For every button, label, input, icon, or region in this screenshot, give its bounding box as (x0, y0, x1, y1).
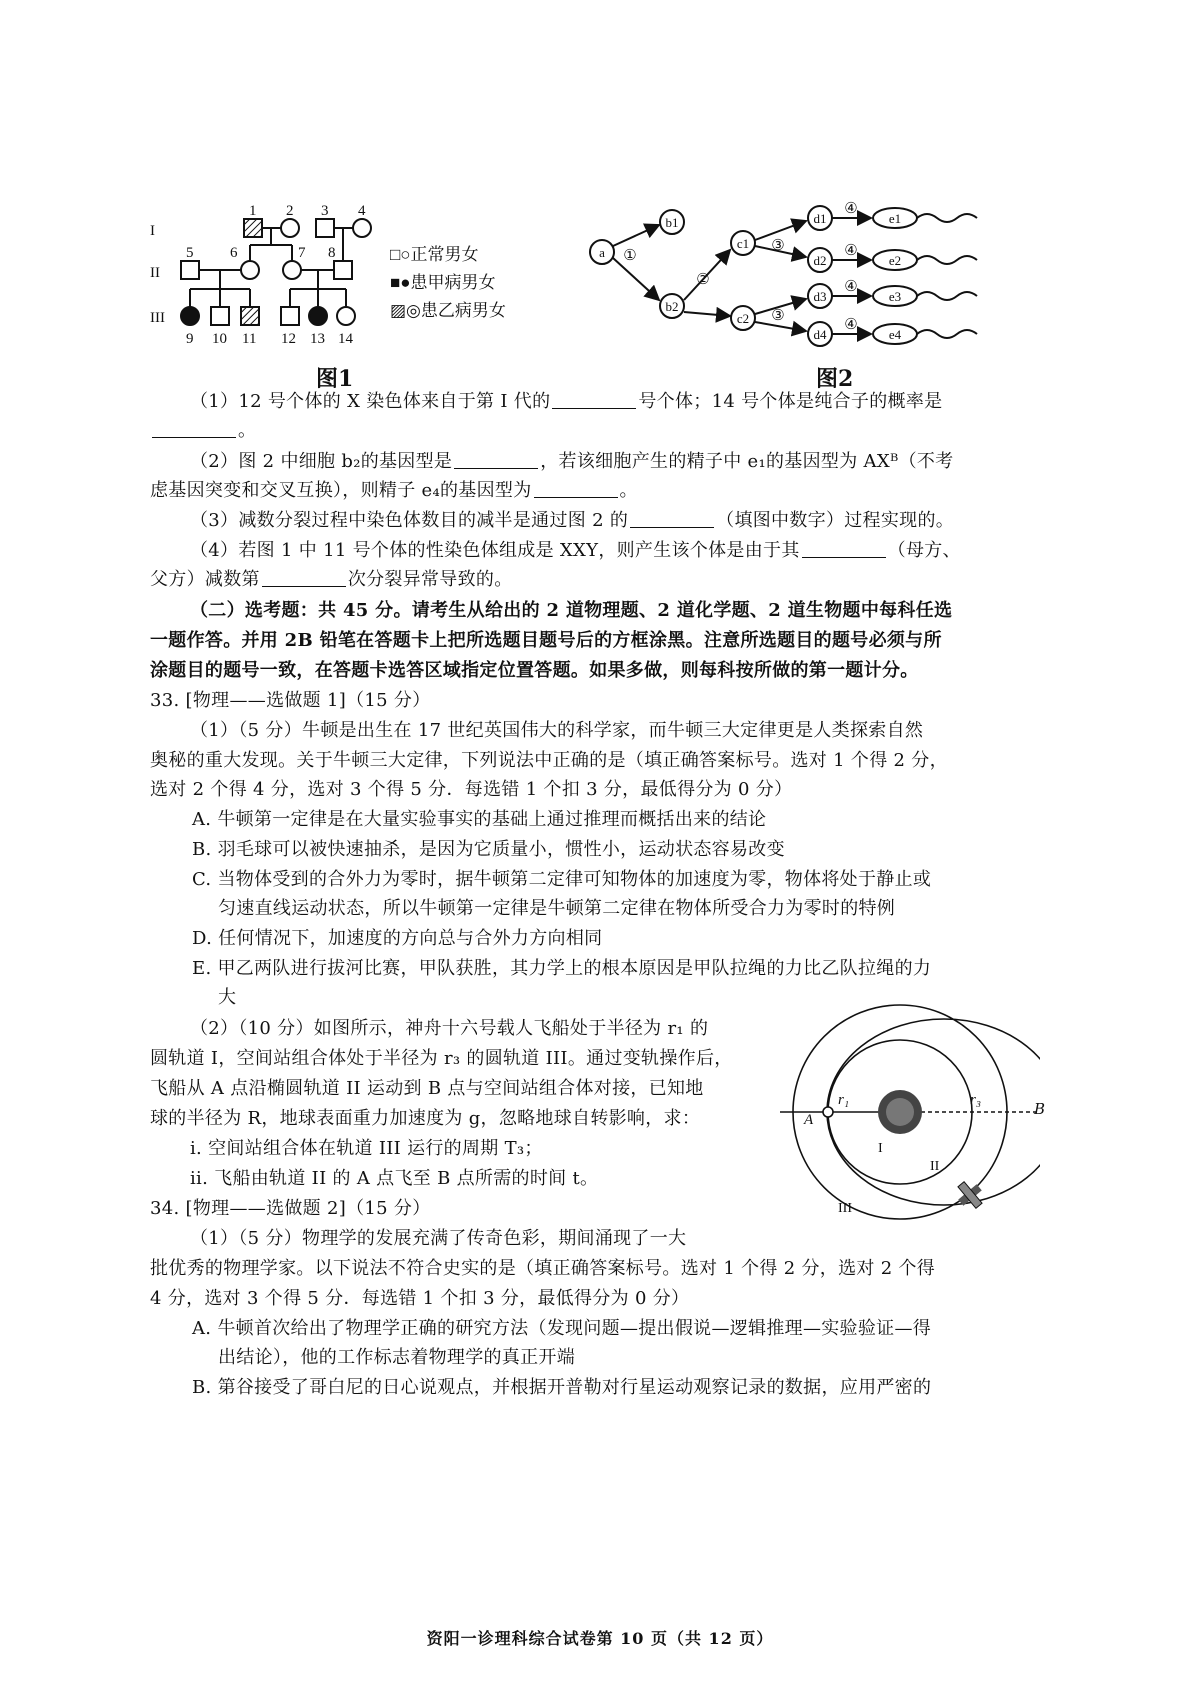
svg-text:b2: b2 (665, 299, 679, 314)
elective-line3: 涂题目的题号一致，在答题卡选答区域指定位置答题。如果多做，则每科按所做的第一题计分。 (150, 660, 919, 681)
svg-text:14: 14 (338, 331, 353, 347)
svg-text:A: A (804, 1112, 814, 1128)
answer-blank-3 (454, 452, 538, 469)
svg-text:1: 1 (249, 205, 257, 219)
person-12 (281, 307, 299, 325)
svg-text:10: 10 (212, 331, 227, 347)
q33-option-e2: 大 (218, 987, 237, 1008)
q33-option-d: D. 任何情况下，加速度的方向总与合外力方向相同 (192, 928, 603, 949)
pedigree-figure (150, 205, 570, 375)
q34-heading: 34. [物理——选做题 2]（15 分） (150, 1198, 431, 1219)
q33-option-e1: E. 甲乙两队进行拔河比赛，甲队获胜，其力学上的根本原因是甲队拉绳的力比乙队拉绳的力 (192, 958, 932, 979)
legend-normal: □○正常男女 (390, 245, 479, 264)
orbit-label-b: B (1034, 1100, 1046, 1118)
elective-line2: 一题作答。并用 2B 铅笔在答题卡上把所选题目题号后的方框涂黑。注意所选题目的题号必须与所 (150, 630, 942, 651)
svg-text:12: 12 (281, 331, 296, 347)
q33-heading: 33. [物理——选做题 1]（15 分） (150, 690, 431, 711)
step-1: ① (623, 248, 637, 264)
person-14 (337, 307, 355, 325)
q33-sub-ii: ii. 飞船由轨道 II 的 A 点飞至 B 点所需的时间 t。 (190, 1168, 599, 1189)
svg-text:d4: d4 (813, 327, 827, 342)
legend-disease-a: ■●患甲病男女 (390, 273, 496, 292)
svg-text:3: 3 (321, 205, 329, 219)
gen-label-1: I (150, 223, 155, 239)
q33-sub-i: i. 空间站组合体在轨道 III 运行的周期 T₃； (190, 1138, 543, 1159)
q34-option-b: B. 第谷接受了哥白尼的日心说观点，并根据开普勒对行星运动观察记录的数据，应用严密的 (192, 1377, 932, 1398)
person-7 (283, 261, 301, 279)
step-4d: ④ (844, 317, 858, 333)
gen-label-3: III (150, 310, 165, 326)
person-13 (309, 307, 327, 325)
step-4b: ④ (844, 243, 858, 259)
svg-text:6: 6 (230, 245, 238, 261)
person-8 (334, 261, 352, 279)
person-9 (181, 307, 199, 325)
q34-p2: 批优秀的物理学家。以下说法不符合史实的是（填正确答案标号。选对 1 个得 2 分，选对 2 个得 (150, 1258, 936, 1279)
svg-text:8: 8 (328, 245, 336, 261)
meiosis-figure (580, 200, 1000, 365)
svg-text:e2: e2 (888, 253, 902, 268)
svg-text:5: 5 (186, 245, 194, 261)
answer-blank-5 (630, 511, 714, 528)
svg-text:III: III (838, 1201, 852, 1216)
svg-text:d1: d1 (813, 211, 827, 226)
svg-text:c2: c2 (736, 311, 750, 326)
svg-text:I: I (878, 1141, 883, 1156)
person-1 (244, 219, 262, 237)
svg-text:II: II (930, 1159, 940, 1174)
bio-q2-line1: （2）图 2 中细胞 b₂的基因型是 ，若该细胞产生的精子中 e₁的基因型为 AXᴮ（不考 (190, 451, 954, 472)
svg-text:d3: d3 (813, 289, 827, 304)
answer-blank-1 (552, 392, 636, 409)
svg-text:d2: d2 (813, 253, 827, 268)
svg-text:11: 11 (242, 331, 257, 347)
legend-disease-b: ▨◎患乙病男女 (390, 301, 506, 320)
figure1-caption: 图1 (316, 366, 354, 392)
q34-option-a1: A. 牛顿首次给出了物理学正确的研究方法（发现问题—提出假说—逻辑推理—实验验证—得 (192, 1318, 932, 1339)
q33-option-c1: C. 当物体受到的合外力为零时，据牛顿第二定律可知物体的加速度为零，物体将处于静止或 (192, 869, 932, 890)
svg-text:c1: c1 (736, 236, 750, 251)
q33-p7: 球的半径为 R，地球表面重力加速度为 g，忽略地球自转影响，求： (150, 1108, 701, 1129)
person-3 (316, 219, 334, 237)
q34-p1: （1）（5 分）物理学的发展充满了传奇色彩，期间涌现了一大 (190, 1228, 687, 1249)
q34-p3: 4 分，选对 3 个得 5 分．每选错 1 个扣 3 分，最低得分为 0 分） (150, 1288, 690, 1309)
person-10 (211, 307, 229, 325)
svg-text:r₁: r₁ (838, 1092, 850, 1108)
step-4a: ④ (844, 201, 858, 217)
elective-line1: （二）选考题：共 45 分。请考生从给出的 2 道物理题、2 道化学题、2 道生物题中每科任选 (190, 600, 953, 621)
svg-text:r₃: r₃ (970, 1092, 982, 1108)
gen-label-2: II (150, 265, 160, 281)
bio-q2-line2: 虑基因突变和交叉互换），则精子 e₄的基因型为 。 (150, 480, 638, 501)
svg-text:e1: e1 (888, 211, 902, 226)
q33-p6: 飞船从 A 点沿椭圆轨道 II 运动到 B 点与空间站组合体对接，已知地 (150, 1078, 704, 1099)
bio-q1-line2: 。 (150, 420, 1030, 442)
q33-p1: （1）（5 分）牛顿是出生在 17 世纪英国伟大的科学家，而牛顿三大定律更是人类探索自然 (190, 720, 924, 741)
step-2: ② (696, 272, 710, 288)
step-3a: ③ (771, 238, 785, 254)
q34-option-a2: 出结论），他的工作标志着物理学的真正开端 (218, 1347, 575, 1368)
person-11 (241, 307, 259, 325)
svg-text:2: 2 (286, 205, 294, 219)
person-6 (241, 261, 259, 279)
svg-text:13: 13 (310, 331, 325, 347)
svg-text:e4: e4 (888, 327, 902, 342)
person-2 (281, 219, 299, 237)
q33-p2: 奥秘的重大发现。关于牛顿三大定律，下列说法中正确的是（填正确答案标号。选对 1 个得 2 分， (150, 750, 948, 771)
person-5 (181, 261, 199, 279)
bio-q4-line1: （4）若图 1 中 11 号个体的性染色体组成是 XXY，则产生该个体是由于其 （母方、 (190, 540, 961, 561)
answer-blank-7 (262, 570, 346, 587)
bio-q3: （3）减数分裂过程中染色体数目的减半是通过图 2 的 （填图中数字）过程实现的。 (190, 510, 955, 531)
svg-text:b1: b1 (665, 215, 679, 230)
q33-option-b: B. 羽毛球可以被快速抽杀，是因为它质量小，惯性小，运动状态容易改变 (192, 839, 785, 860)
q33-option-c2: 匀速直线运动状态，所以牛顿第一定律是牛顿第二定律在物体所受合力为零时的特例 (218, 898, 896, 919)
q33-p5: 圆轨道 I，空间站组合体处于半径为 r₃ 的圆轨道 III。通过变轨操作后， (150, 1048, 733, 1069)
step-4c: ④ (844, 279, 858, 295)
bio-q4-line2: 父方）减数第 次分裂异常导致的。 (150, 569, 513, 590)
answer-blank-4 (534, 481, 618, 498)
figure2-caption: 图2 (816, 366, 854, 392)
answer-blank-6 (802, 541, 886, 558)
svg-text:4: 4 (358, 205, 366, 219)
q33-p3: 选对 2 个得 4 分，选对 3 个得 5 分．每选错 1 个扣 3 分，最低得分为 0 分） (150, 779, 793, 800)
svg-text:9: 9 (186, 331, 194, 347)
person-4 (353, 219, 371, 237)
step-3b: ③ (771, 308, 785, 324)
q33-option-a: A. 牛顿第一定律是在大量实验事实的基础上通过推理而概括出来的结论 (192, 809, 767, 830)
bio-q1-line1: （1）12 号个体的 X 染色体来自于第 I 代的 号个体；14 号个体是纯合子的概率是 (190, 391, 943, 412)
answer-blank-2 (152, 421, 236, 438)
svg-text:e3: e3 (888, 289, 902, 304)
q33-p4: （2）（10 分）如图所示，神舟十六号载人飞船处于半径为 r₁ 的 (190, 1018, 709, 1039)
spacecraft-a-icon (823, 1107, 833, 1117)
svg-text:a: a (599, 245, 605, 260)
page-footer: 资阳一诊理科综合试卷第 10 页（共 12 页） (426, 1629, 774, 1648)
svg-text:7: 7 (298, 245, 306, 261)
